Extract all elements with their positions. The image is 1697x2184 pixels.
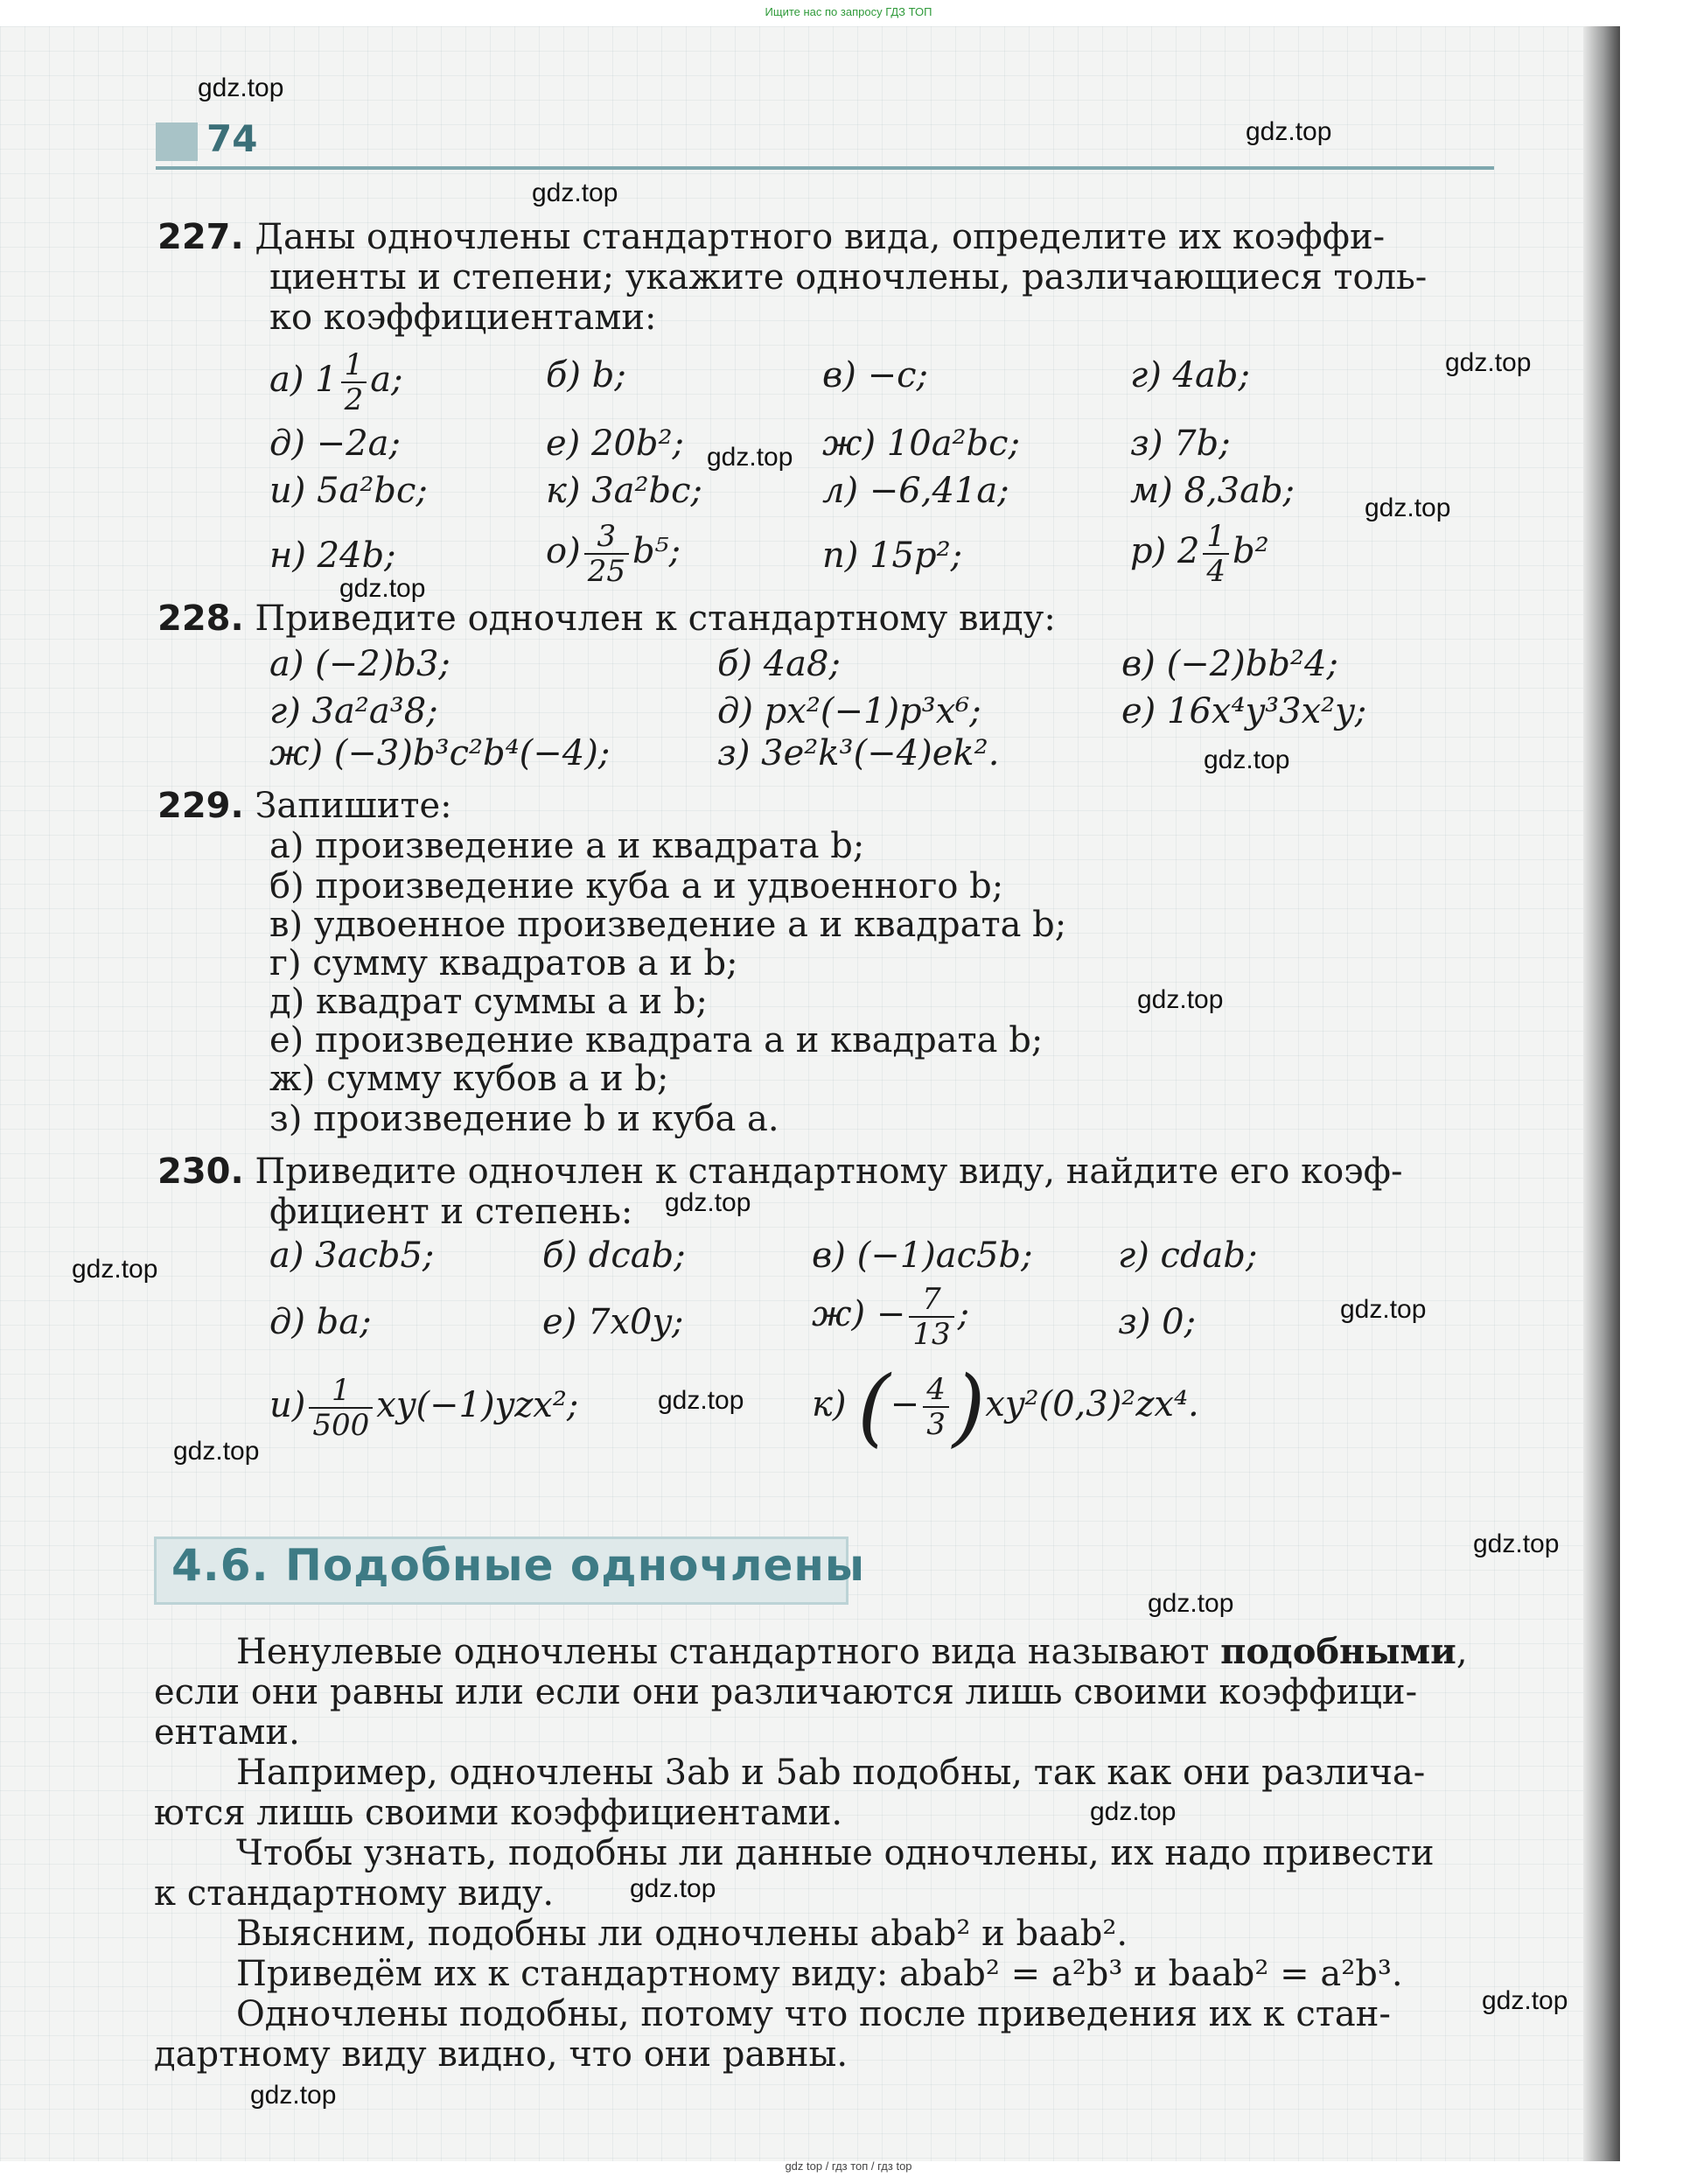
item-229-z: з) произведение b и куба a. [269, 1099, 779, 1139]
para-2-line-1: Например, одночлены 3ab и 5ab подобны, так как они различа- [236, 1753, 1426, 1793]
problem-230-line-1 [157, 1152, 1402, 1192]
problem-text: Запишите: [255, 786, 452, 826]
item-227-b: б) b; [546, 355, 626, 396]
numerator: 3 [584, 520, 629, 555]
para-2-line-2: ются лишь своими коэффициентами. [154, 1793, 843, 1833]
denominator: 2 [344, 382, 364, 417]
text: Ненулевые одночлены стандартного вида называют [236, 1632, 1221, 1672]
para-6-line-1: Одночлены подобны, потому что после приведения их к стан- [236, 1994, 1391, 2034]
watermark: gdz.top [250, 2081, 337, 2110]
top-ad-banner[interactable]: Ищите нас по запросу ГДЗ ТОП [765, 5, 932, 18]
variable: b² [1233, 531, 1269, 571]
item-230-a: а) 3acb5; [269, 1236, 435, 1276]
denominator: 4 [1206, 554, 1226, 589]
denominator: 25 [587, 554, 625, 589]
watermark: gdz.top [339, 574, 426, 603]
item-227-e: е) 20b²; [546, 424, 685, 464]
numerator: 7 [909, 1283, 953, 1318]
watermark: gdz.top [1340, 1295, 1427, 1324]
page-binding-shadow [1583, 26, 1620, 2161]
problem-number: 230. [157, 1152, 244, 1192]
problem-number: 228. [157, 598, 244, 639]
watermark: gdz.top [1246, 117, 1332, 146]
left-paren: ( [857, 1358, 890, 1456]
item-229-b: б) произведение куба a и удвоенного b; [269, 866, 1004, 906]
denominator: 3 [926, 1407, 946, 1442]
item-227-z: з) 7b; [1130, 424, 1231, 464]
fraction [909, 1283, 953, 1351]
watermark: gdz.top [173, 1437, 260, 1466]
item-230-e: е) 7x0y; [542, 1302, 684, 1342]
para-1-line-3: ентами. [154, 1712, 300, 1753]
watermark: gdz.top [532, 178, 618, 207]
watermark: gdz.top [1482, 1986, 1568, 2015]
watermark: gdz.top [1137, 985, 1224, 1014]
item-230-b: б) dcab; [542, 1236, 686, 1276]
item-227-o [546, 520, 681, 588]
para-3-line-1: Чтобы узнать, подобны ли данные одночлены, их надо привести [236, 1833, 1435, 1873]
variable: a; [370, 360, 403, 400]
fraction [309, 1374, 373, 1442]
problem-227-line-2: циенты и степени; укажите одночлены, различающиеся толь- [269, 257, 1428, 298]
item-230-i [269, 1374, 578, 1442]
item-label: к) [812, 1384, 847, 1424]
right-paren: ) [952, 1358, 986, 1456]
item-227-m: м) 8,3ab; [1130, 471, 1295, 511]
item-229-g: г) сумму квадратов a и b; [269, 943, 738, 984]
item-228-b: б) 4a8; [717, 644, 841, 684]
item-230-v: в) (−1)ac5b; [812, 1236, 1033, 1276]
numerator: 1 [309, 1374, 373, 1409]
para-4: Выясним, подобны ли одночлены abab² и baab². [236, 1914, 1128, 1954]
numerator: 1 [341, 348, 367, 383]
page-number: 74 [206, 117, 258, 160]
section-title: 4.6. Подобные одночлены [171, 1540, 866, 1591]
variable: b⁵; [632, 531, 681, 571]
watermark: gdz.top [658, 1386, 744, 1415]
item-227-a [269, 348, 403, 416]
item-229-a: а) произведение a и квадрата b; [269, 826, 865, 866]
para-1-line-2: если они равны или если они различаются лишь своими коэффици- [154, 1672, 1418, 1712]
item-label: о) [546, 531, 581, 571]
problem-text: Приведите одночлен к стандартному виду: [255, 598, 1056, 639]
para-1-line-1 [236, 1633, 1468, 1671]
item-227-g: г) 4ab; [1130, 355, 1250, 396]
watermark: gdz.top [1148, 1589, 1234, 1618]
item-227-l: л) −6,41a; [822, 471, 1009, 511]
fraction [1203, 520, 1229, 588]
watermark: gdz.top [1090, 1797, 1177, 1826]
item-229-e: е) произведение квадрата a и квадрата b; [269, 1020, 1044, 1060]
item-227-zh: ж) 10a²bc; [822, 424, 1021, 464]
fraction [923, 1373, 949, 1441]
para-6-line-2: дартному виду видно, что они равны. [154, 2034, 848, 2075]
para-3-line-2: к стандартному виду. [154, 1873, 555, 1914]
text: , [1456, 1632, 1468, 1672]
item-230-d: д) ba; [269, 1302, 372, 1342]
item-230-zh [812, 1283, 969, 1351]
punctuation: ; [957, 1294, 970, 1334]
item-227-r [1130, 520, 1269, 588]
item-229-zh: ж) сумму кубов a и b; [269, 1059, 669, 1099]
problem-227-line-1 [157, 217, 1385, 257]
item-227-n: н) 24b; [269, 536, 396, 576]
expression: xy²(0,3)²zx⁴. [985, 1384, 1199, 1424]
denominator: 500 [312, 1408, 370, 1443]
item-227-i: и) 5a²bc; [269, 471, 428, 511]
watermark: gdz.top [1204, 746, 1290, 774]
fraction [584, 520, 629, 588]
problem-228-title [157, 598, 1056, 639]
item-227-p: п) 15p²; [822, 536, 963, 576]
watermark: gdz.top [1365, 494, 1451, 522]
fraction [341, 348, 367, 416]
whole-part: 2 [1177, 531, 1200, 571]
item-229-d: д) квадрат суммы a и b; [269, 982, 708, 1022]
header-rule [156, 166, 1494, 170]
item-label: а) [269, 360, 304, 400]
item-228-e: е) 16x⁴y³3x²y; [1121, 691, 1367, 732]
problem-text: Приведите одночлен к стандартному виду, найдите его коэф- [255, 1152, 1403, 1192]
watermark: gdz.top [665, 1188, 751, 1217]
term-bold: подобными [1220, 1631, 1456, 1672]
item-228-g: г) 3a²a³8; [269, 691, 438, 732]
watermark: gdz.top [1473, 1530, 1560, 1558]
item-230-k [812, 1358, 1199, 1456]
item-label: и) [269, 1385, 306, 1425]
item-227-v: в) −c; [822, 355, 928, 396]
item-227-k: к) 3a²bc; [546, 471, 703, 511]
item-228-v: в) (−2)bb²4; [1121, 644, 1338, 684]
item-228-d: д) px²(−1)p³x⁶; [717, 691, 981, 732]
problem-230-line-2: фициент и степень: [269, 1192, 633, 1232]
para-5: Приведём их к стандартному виду: abab² = a²b³ и baab² = a²b³. [236, 1954, 1403, 1994]
numerator: 4 [923, 1373, 949, 1408]
item-228-a: а) (−2)b3; [269, 644, 450, 684]
problem-229-title [157, 786, 452, 826]
problem-number: 229. [157, 786, 244, 826]
page-number-marker [156, 122, 198, 161]
watermark: gdz.top [1445, 348, 1532, 377]
watermark: gdz.top [198, 74, 284, 102]
item-229-v: в) удвоенное произведение a и квадрата b; [269, 905, 1067, 945]
watermark: gdz.top [630, 1874, 716, 1903]
minus-sign: − [890, 1384, 920, 1424]
item-228-zh: ж) (−3)b³c²b⁴(−4); [269, 733, 611, 774]
expression: xy(−1)yzx²; [376, 1385, 579, 1425]
item-227-d: д) −2a; [269, 424, 401, 464]
problem-227-line-3: ко коэффициентами: [269, 298, 657, 338]
item-228-z: з) 3e²k³(−4)ek². [717, 733, 1000, 774]
numerator: 1 [1203, 520, 1229, 555]
problem-number: 227. [157, 217, 244, 257]
item-230-z: з) 0; [1118, 1302, 1197, 1342]
problem-text: Даны одночлены стандартного вида, определите их коэффи- [255, 217, 1386, 257]
watermark: gdz.top [707, 443, 793, 472]
item-label: р) [1130, 531, 1167, 571]
bottom-ad-banner[interactable]: gdz top / гдз топ / гдз top [785, 2160, 912, 2173]
watermark: gdz.top [72, 1255, 158, 1284]
denominator: 13 [912, 1317, 951, 1352]
whole-part: 1 [315, 360, 338, 400]
item-230-g: г) cdab; [1118, 1236, 1258, 1276]
item-label: ж) − [812, 1294, 906, 1334]
